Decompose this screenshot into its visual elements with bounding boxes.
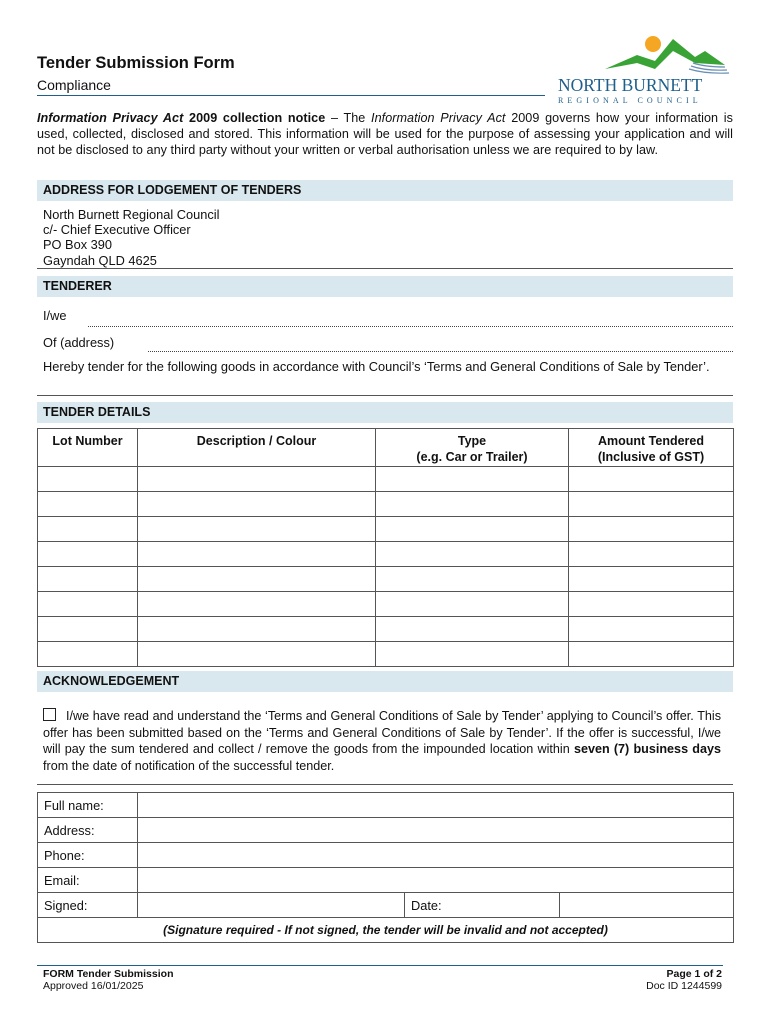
table-row — [38, 542, 734, 567]
footer-form-name: FORM Tender Submission — [43, 968, 174, 980]
footer-approved-date: Approved 16/01/2025 — [43, 980, 144, 992]
description-cell[interactable] — [138, 492, 376, 517]
full-name-field[interactable] — [138, 793, 734, 818]
address-line: c/- Chief Executive Officer — [43, 222, 191, 238]
iwe-input-line[interactable] — [88, 326, 733, 327]
description-cell[interactable] — [138, 567, 376, 592]
tenderer-divider — [37, 395, 733, 396]
amount-cell[interactable] — [569, 567, 734, 592]
amount-cell[interactable] — [569, 467, 734, 492]
address-label: Of (address) — [43, 335, 115, 350]
table-row — [38, 492, 734, 517]
section-tenderer-heading: TENDERER — [37, 276, 733, 297]
col-description: Description / Colour — [138, 429, 376, 467]
acknowledgement-divider — [37, 784, 733, 785]
table-row — [38, 617, 734, 642]
section-acknowledgement-heading: ACKNOWLEDGEMENT — [37, 671, 733, 692]
lot-cell[interactable] — [38, 517, 138, 542]
sun-icon — [645, 36, 661, 52]
lot-cell[interactable] — [38, 492, 138, 517]
type-cell[interactable] — [376, 517, 569, 542]
signature-field[interactable] — [138, 893, 405, 918]
type-cell[interactable] — [376, 567, 569, 592]
signed-label: Signed: — [38, 893, 138, 918]
notice-act-name-2: Information Privacy Act — [371, 111, 506, 125]
email-field[interactable] — [138, 868, 734, 893]
lot-cell[interactable] — [38, 467, 138, 492]
lot-cell[interactable] — [38, 617, 138, 642]
table-row — [38, 467, 734, 492]
phone-field[interactable] — [138, 843, 734, 868]
type-cell[interactable] — [376, 642, 569, 667]
description-cell[interactable] — [138, 592, 376, 617]
amount-cell[interactable] — [569, 517, 734, 542]
section-tender-details-heading: TENDER DETAILS — [37, 402, 733, 423]
col-lot-number: Lot Number — [38, 429, 138, 467]
notice-body: 2009 governs how your information is used, collected, disclosed and stored. This information will be used for the purpose of assessing your application and will not be disclosed to any third party without your written or verbal authorisation unless we are required to by law. — [37, 111, 733, 157]
lodgement-address — [43, 207, 219, 268]
table-header-row — [38, 429, 734, 467]
date-label: Date: — [405, 893, 560, 918]
acknowledgement-text — [43, 708, 721, 774]
address-line: North Burnett Regional Council — [43, 207, 220, 222]
description-cell[interactable] — [138, 642, 376, 667]
ack-text-before: I/we have read and understand the ‘Terms and General Conditions of Sale by Tender’ applying to Council’s offer. This offer has been submitted based on the ‘Terms and General Conditions of Sale by Tender’. If the offer is successful, I/we will pay the sum tendered and collect / remove the goods from the impounded location within — [43, 709, 721, 756]
table-row — [38, 567, 734, 592]
footer-page-number: Page 1 of 2 — [666, 968, 722, 980]
amount-cell[interactable] — [569, 542, 734, 567]
ack-text-after: from the date of notification of the successful tender. — [43, 758, 335, 773]
tender-details-table — [37, 428, 734, 667]
footer-divider — [37, 965, 723, 966]
col-amount: Amount Tendered (Inclusive of GST) — [569, 429, 734, 467]
title-divider — [37, 95, 545, 96]
notice-dash: – The — [325, 111, 372, 125]
amount-cell[interactable] — [569, 617, 734, 642]
table-row — [38, 592, 734, 617]
email-label: Email: — [38, 868, 138, 893]
lodgement-divider — [37, 268, 733, 269]
description-cell[interactable] — [138, 617, 376, 642]
type-cell[interactable] — [376, 467, 569, 492]
description-cell[interactable] — [138, 542, 376, 567]
type-cell[interactable] — [376, 592, 569, 617]
type-cell[interactable] — [376, 617, 569, 642]
lot-cell[interactable] — [38, 567, 138, 592]
logo-graphic — [555, 33, 735, 105]
page-title: Tender Submission Form — [37, 54, 235, 72]
page-subtitle: Compliance — [37, 77, 111, 93]
signature-note: (Signature required - If not signed, the tender will be invalid and not accepted) — [38, 918, 734, 943]
notice-act-name: Information Privacy Act — [37, 111, 184, 125]
iwe-label: I/we — [43, 308, 67, 323]
table-row — [38, 642, 734, 667]
table-row — [38, 517, 734, 542]
lot-cell[interactable] — [38, 642, 138, 667]
council-logo — [555, 33, 735, 105]
acknowledgement-checkbox[interactable] — [43, 708, 56, 721]
address-input-line[interactable] — [148, 351, 733, 352]
logo-subtext: REGIONAL COUNCIL — [558, 96, 702, 105]
lot-cell[interactable] — [38, 542, 138, 567]
amount-cell[interactable] — [569, 642, 734, 667]
amount-cell[interactable] — [569, 492, 734, 517]
date-field[interactable] — [560, 893, 734, 918]
type-cell[interactable] — [376, 492, 569, 517]
amount-cell[interactable] — [569, 592, 734, 617]
phone-label: Phone: — [38, 843, 138, 868]
col-type: Type (e.g. Car or Trailer) — [376, 429, 569, 467]
address-line: PO Box 390 — [43, 237, 113, 253]
address-field[interactable] — [138, 818, 734, 843]
logo-text: NORTH BURNETT — [558, 75, 703, 95]
footer-doc-id: Doc ID 1244599 — [646, 980, 722, 992]
ack-bold-text: seven (7) business days — [573, 742, 721, 756]
address-field-label: Address: — [38, 818, 138, 843]
notice-year: 2009 collection notice — [189, 111, 326, 125]
signatory-details-table — [37, 792, 734, 943]
address-line: Gayndah QLD 4625 — [43, 252, 157, 268]
full-name-label: Full name: — [38, 793, 138, 818]
type-cell[interactable] — [376, 542, 569, 567]
mountain-icon — [605, 39, 725, 69]
privacy-notice — [37, 110, 733, 158]
description-cell[interactable] — [138, 467, 376, 492]
lot-cell[interactable] — [38, 592, 138, 617]
description-cell[interactable] — [138, 517, 376, 542]
tender-statement: Hereby tender for the following goods in accordance with Council’s ‘Terms and General Conditions of Sale by Tender’. — [43, 359, 710, 374]
section-lodgement-heading: ADDRESS FOR LODGEMENT OF TENDERS — [37, 180, 733, 201]
